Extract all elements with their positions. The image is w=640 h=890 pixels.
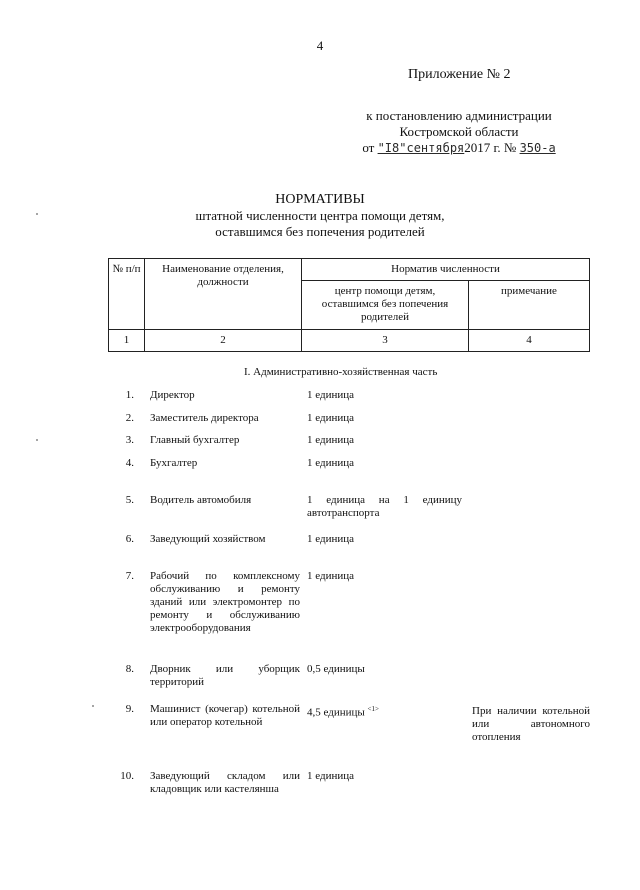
col-num-header: № п/п xyxy=(109,259,145,330)
row-name: Заместитель директора xyxy=(150,412,259,424)
page-number: 4 xyxy=(316,38,324,53)
row-name: Главный бухгалтер xyxy=(150,434,240,446)
row-name: Машинист (кочегар) котельной или оператор котельной xyxy=(150,703,300,728)
col-norm-header: центр помощи детям, оставшимся без попечения родителей xyxy=(302,281,469,330)
appendix-label: Приложение № 2 xyxy=(408,67,511,82)
document-subtitle xyxy=(150,208,490,240)
row-num: 1. xyxy=(125,389,134,401)
row-norm: 1 единица xyxy=(307,570,355,582)
row-num: 4. xyxy=(125,457,134,469)
index-cell-2: 2 xyxy=(145,330,302,352)
row-num: 6. xyxy=(125,533,134,545)
row-norm-value: 4,5 единицы xyxy=(307,706,365,719)
section-title: I. Административно-хозяйственная часть xyxy=(244,366,438,378)
col-name-header: Наименование отделения, должности xyxy=(145,259,302,330)
decree-from: от xyxy=(362,140,375,155)
decree-year: 2017 г. № xyxy=(464,140,517,155)
row-norm: 0,5 единицы xyxy=(307,663,365,675)
row-num: 7. xyxy=(125,570,134,582)
decree-number: 350-а xyxy=(519,141,556,155)
header-table xyxy=(108,258,590,352)
decree-date-line xyxy=(340,140,578,156)
row-norm xyxy=(307,703,462,720)
row-norm: 1 единица xyxy=(307,434,355,446)
scan-speck xyxy=(36,213,38,215)
row-norm: 1 единица xyxy=(307,412,355,424)
row-name: Бухгалтер xyxy=(150,457,198,469)
col-norm-group-header: Норматив численности xyxy=(302,259,590,281)
row-num: 5. xyxy=(125,494,134,506)
footnote-ref: <1> xyxy=(367,705,379,713)
row-name: Директор xyxy=(150,389,195,401)
row-note: При наличии котельной или автономного отопления xyxy=(472,705,590,743)
row-norm: 1 единица xyxy=(307,533,355,545)
decree-reference xyxy=(340,108,578,156)
subtitle-line2: оставшимся без попечения родителей xyxy=(215,224,425,239)
row-num: 9. xyxy=(125,703,134,715)
subtitle-line1: штатной численности центра помощи детям, xyxy=(195,208,445,223)
row-name: Водитель автомобиля xyxy=(150,494,252,506)
decree-line2: Костромской области xyxy=(399,124,519,139)
col-note-header: примечание xyxy=(469,281,590,330)
row-name: Рабочий по комплексному обслуживанию и ремонту зданий или электромонтер по ремонту и обслуживанию электрооборудования xyxy=(150,570,300,634)
index-cell-1: 1 xyxy=(109,330,145,352)
index-cell-4: 4 xyxy=(469,330,590,352)
scan-speck xyxy=(92,705,94,707)
row-name: Заведующий складом или кладовщик или кастелянша xyxy=(150,770,300,795)
row-norm: 1 единица xyxy=(307,457,355,469)
index-cell-3: 3 xyxy=(302,330,469,352)
row-norm: 1 единица xyxy=(307,389,355,401)
row-norm: 1 единица xyxy=(307,770,355,782)
row-name: Дворник или уборщик территорий xyxy=(150,663,300,688)
row-num: 2. xyxy=(125,412,134,424)
decree-date-day: "I8" xyxy=(377,141,407,155)
scan-speck xyxy=(36,439,38,441)
row-num: 10. xyxy=(120,770,134,782)
row-norm: 1 единица на 1 единицу автотранспорта xyxy=(307,494,462,519)
row-num: 8. xyxy=(125,663,134,675)
document-title: НОРМАТИВЫ xyxy=(275,192,365,207)
decree-line1: к постановлению администрации xyxy=(366,108,552,123)
row-name: Заведующий хозяйством xyxy=(150,533,266,545)
row-num: 3. xyxy=(125,434,134,446)
decree-date-month: сентября xyxy=(406,141,465,155)
